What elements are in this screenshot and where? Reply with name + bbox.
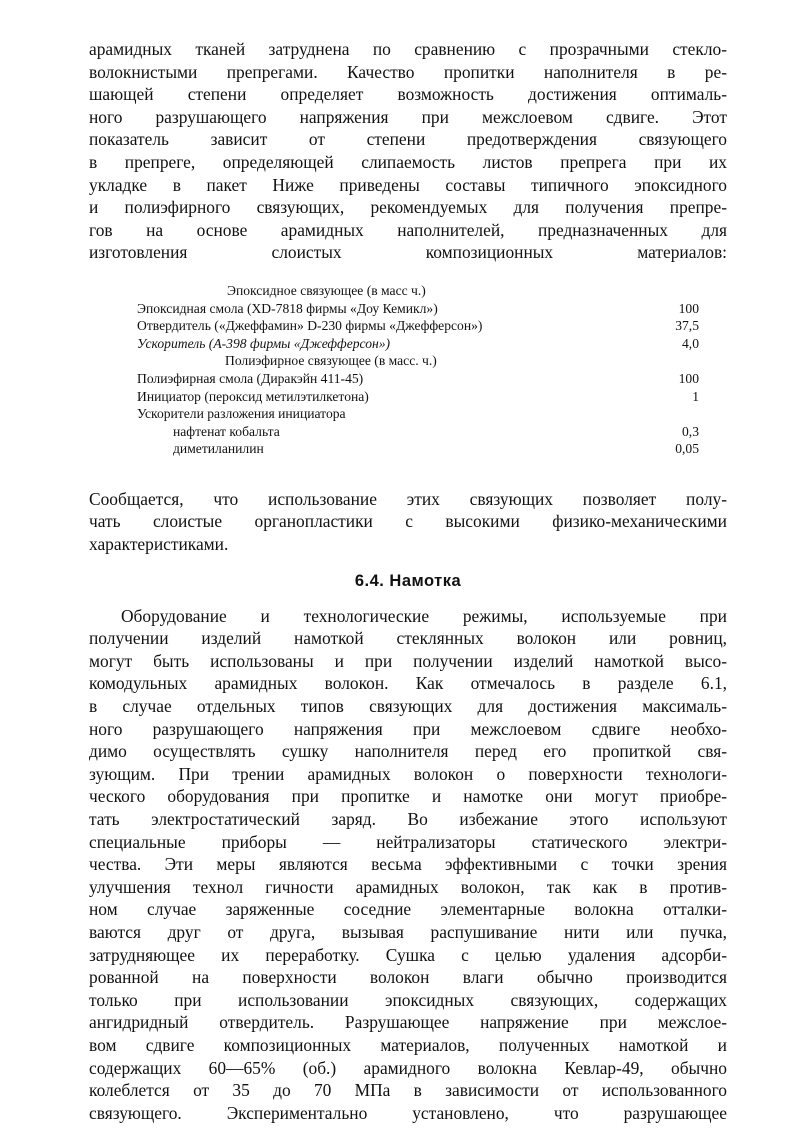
text-line: ного разрушающего напряжения при межслоевом сдвиге. Этот bbox=[89, 106, 727, 127]
row-label: Полиэфирная смола (Диракэйн 411-45) bbox=[137, 370, 364, 386]
text-line: изготовления слоистых композиционных материалов: bbox=[89, 242, 727, 263]
text-line: Сообщается, что использование этих связующих позволяет полу- bbox=[89, 488, 727, 509]
section-heading: 6.4. Намотка bbox=[354, 571, 462, 590]
row-value: 100 bbox=[678, 300, 699, 316]
text-line: димо осуществлять сушку наполнителя перед его пропиткой свя- bbox=[89, 741, 727, 762]
row-label: Ускорители разложения инициатора bbox=[137, 406, 346, 422]
text-line: арамидных тканей затруднена по сравнению с прозрачными стекло- bbox=[89, 39, 727, 59]
row-label: Инициатор (пероксид метилэтилкетона) bbox=[137, 388, 369, 404]
table-row bbox=[137, 370, 699, 388]
row-value: 4,0 bbox=[682, 335, 699, 351]
epoxy-binder-header: Эпоксидное связующее (в масс ч.) bbox=[227, 282, 426, 298]
text-line: содержащих 60—65% (об.) арамидного волокна Кевлар-49, обычно bbox=[89, 1057, 727, 1078]
table-row bbox=[137, 300, 699, 318]
table-subrow bbox=[137, 423, 699, 441]
table-row bbox=[137, 405, 699, 423]
row-value: 0,3 bbox=[682, 423, 699, 439]
text-line: волокнистыми препрегами. Качество пропитки наполнителя в ре- bbox=[89, 61, 727, 82]
row-value: 100 bbox=[678, 370, 699, 386]
text-line: шающей степени определяет возможность достижения оптималь- bbox=[89, 84, 727, 105]
text-line: специальные приборы — нейтрализаторы статического электри- bbox=[89, 831, 727, 852]
text-line: и полиэфирного связующих, рекомендуемых для получения препре- bbox=[89, 197, 727, 218]
winding-paragraph bbox=[89, 605, 727, 1125]
text-line: укладке в пакет Ниже приведены составы типичного эпоксидного bbox=[89, 174, 727, 195]
row-label: Ускоритель (А-398 фирмы «Джефферсон») bbox=[137, 335, 391, 351]
row-label: Эпоксидная смола (XD-7818 фирмы «Доу Кемикл») bbox=[137, 300, 438, 316]
text-line: вом сдвиге композиционных материалов, полученных намоткой и bbox=[89, 1034, 727, 1055]
text-line: связующего. Экспериментально установлено, что разрушающее bbox=[89, 1102, 727, 1123]
text-line: в случае отдельных типов связующих для достижения максималь- bbox=[89, 696, 727, 717]
text-line: могут быть использованы и при получении изделий намоткой высо- bbox=[89, 650, 727, 671]
intro-paragraph bbox=[89, 38, 727, 264]
text-line: рованной на поверхности волокон влаги обычно производится bbox=[89, 967, 727, 988]
row-value: 1 bbox=[692, 388, 699, 404]
results-paragraph bbox=[89, 488, 727, 556]
book-page bbox=[89, 38, 727, 1124]
text-line: только при использовании эпоксидных связующих, содержащих bbox=[89, 989, 727, 1010]
text-line: чества. Эти меры являются весьма эффективными с точки зрения bbox=[89, 854, 727, 875]
table-subrow bbox=[137, 440, 699, 458]
text-line: улучшения технол гичности арамидных волокон, так как в против- bbox=[89, 876, 727, 897]
text-line: тать электростатический заряд. Во избежание этого используют bbox=[89, 809, 727, 829]
row-value: 0,05 bbox=[675, 441, 699, 457]
text-line: характеристиками. bbox=[89, 534, 229, 555]
text-line: зующим. При трении арамидных волокон о поверхности технологи- bbox=[89, 763, 727, 784]
text-line: колеблется от 35 до 70 МПа в зависимости от использованного bbox=[89, 1080, 727, 1101]
row-value: 37,5 bbox=[675, 318, 699, 334]
text-line: гов на основе арамидных наполнителей, предназначенных для bbox=[89, 219, 727, 240]
text-line: чать слоистые органопластики с высокими физико-механическими bbox=[89, 511, 727, 532]
binder-composition-table bbox=[137, 282, 699, 458]
row-label: нафтенат кобальта bbox=[173, 423, 280, 439]
text-line: ческого оборудования при пропитке и намотке они могут приобре- bbox=[89, 786, 727, 807]
table-row bbox=[137, 335, 699, 353]
row-label: Отвердитель («Джеффамин» D-230 фирмы «Джефферсон») bbox=[137, 318, 483, 334]
text-line: ного разрушающего напряжения при межслоевом сдвиге необхо- bbox=[89, 718, 727, 739]
row-label: диметиланилин bbox=[173, 441, 264, 457]
text-line: ваются друг от друга, вызывая распушивание нити или пучка, bbox=[89, 921, 727, 942]
text-line: ангидридный отвердитель. Разрушающее напряжение при межслое- bbox=[89, 1012, 727, 1033]
text-line: Оборудование и технологические режимы, используемые при bbox=[121, 605, 727, 626]
table-row bbox=[137, 388, 699, 406]
text-line: ном случае заряженные соседние элементарные волокна отталки- bbox=[89, 899, 727, 920]
polyester-binder-header: Полиэфирное связующее (в масс. ч.) bbox=[225, 353, 437, 369]
text-line: в препреге, определяющей слипаемость листов препрега при их bbox=[89, 151, 727, 172]
table-row bbox=[137, 317, 699, 335]
text-line: получении изделий намоткой стеклянных волокон или ровниц, bbox=[89, 628, 727, 649]
text-line: комодульных арамидных волокон. Как отмечалось в разделе 6.1, bbox=[89, 673, 727, 694]
text-line: затрудняющее их переработку. Сушка с целью удаления адсорби- bbox=[89, 944, 727, 965]
text-line: показатель зависит от степени предотверждения связующего bbox=[89, 129, 727, 150]
